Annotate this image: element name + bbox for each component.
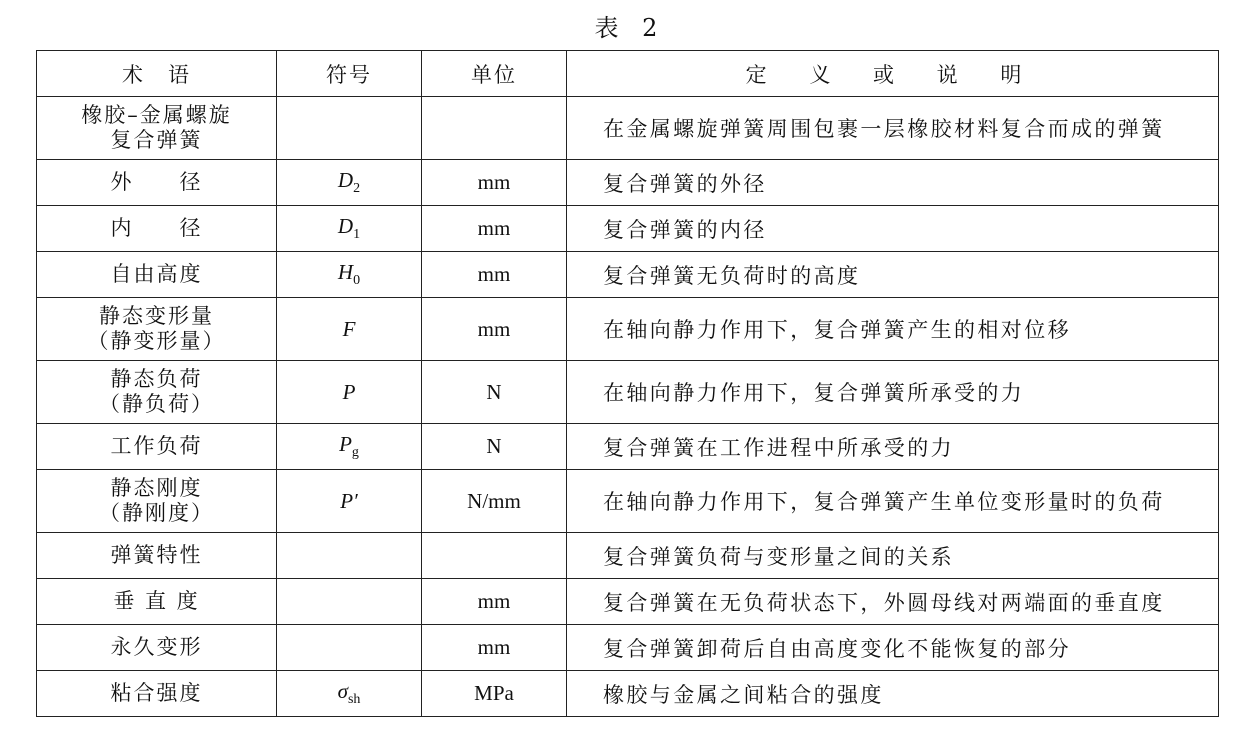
symbol-cell: [277, 424, 422, 470]
term-cell: 垂 直 度: [37, 579, 277, 625]
symbol-subscript: 1: [353, 227, 361, 243]
symbol-subscript: 0: [353, 273, 361, 289]
symbol-cell: [277, 625, 422, 671]
unit-cell: mm: [422, 579, 567, 625]
term-line-2: （静负荷）: [99, 392, 214, 416]
definition-cell: 复合弹簧卸荷后自由高度变化不能恢复的部分: [567, 625, 1219, 671]
table-row: [37, 533, 1219, 579]
symbol-cell: [277, 206, 422, 252]
symbol-subscript: g: [351, 445, 359, 461]
term-cell: 外 径: [37, 160, 277, 206]
term-line-1: 静态变形量: [99, 304, 214, 328]
symbol-main: H: [337, 259, 354, 284]
term-cell: 工作负荷: [37, 424, 277, 470]
terms-table: [36, 50, 1219, 717]
table-caption: 表 2: [594, 14, 666, 42]
symbol-main: D: [337, 167, 354, 192]
unit-cell: N: [422, 361, 567, 424]
term-cell: 弹簧特性: [37, 533, 277, 579]
table-row: [37, 671, 1219, 717]
symbol-cell: [277, 252, 422, 298]
term-cell: 自由高度: [37, 252, 277, 298]
unit-cell: mm: [422, 206, 567, 252]
term-cell: 内 径: [37, 206, 277, 252]
table-row: [37, 470, 1219, 533]
symbol-cell: F: [277, 298, 422, 361]
term-line-1: 橡胶–金属螺旋: [81, 103, 232, 127]
unit-cell: [422, 97, 567, 160]
term-line-1: 静态刚度: [110, 476, 203, 500]
definition-cell: 在轴向静力作用下，复合弹簧产生单位变形量时的负荷: [567, 470, 1219, 533]
symbol-cell: [277, 671, 422, 717]
unit-cell: [422, 533, 567, 579]
table-row: [37, 424, 1219, 470]
term-cell: 永久变形: [37, 625, 277, 671]
term-line-1: 静态负荷: [110, 367, 203, 391]
term-cell: 粘合强度: [37, 671, 277, 717]
header-symbol: 符号: [277, 51, 422, 97]
table-row: [37, 361, 1219, 424]
header-unit: 单位: [422, 51, 567, 97]
definition-cell: 在轴向静力作用下，复合弹簧所承受的力: [567, 361, 1219, 424]
unit-cell: mm: [422, 252, 567, 298]
symbol-cell: [277, 579, 422, 625]
unit-cell: MPa: [422, 671, 567, 717]
definition-cell: 在金属螺旋弹簧周围包裹一层橡胶材料复合而成的弹簧: [567, 97, 1219, 160]
table-row: [37, 579, 1219, 625]
symbol-subscript: sh: [347, 692, 361, 708]
table-row: [37, 160, 1219, 206]
definition-cell: 复合弹簧负荷与变形量之间的关系: [567, 533, 1219, 579]
term-cell: [37, 470, 277, 533]
definition-cell: 复合弹簧在工作进程中所承受的力: [567, 424, 1219, 470]
definition-cell: 橡胶与金属之间粘合的强度: [567, 671, 1219, 717]
table-row: [37, 252, 1219, 298]
symbol-main: σ: [337, 678, 348, 703]
definition-cell: 复合弹簧的外径: [567, 160, 1219, 206]
table-row: [37, 97, 1219, 160]
term-line-2: 复合弹簧: [110, 128, 203, 152]
symbol-cell: P: [277, 361, 422, 424]
unit-cell: N: [422, 424, 567, 470]
term-line-2: （静刚度）: [99, 501, 214, 525]
term-cell: [37, 298, 277, 361]
definition-cell: 复合弹簧在无负荷状态下，外圆母线对两端面的垂直度: [567, 579, 1219, 625]
symbol-cell: [277, 160, 422, 206]
symbol-subscript: 2: [353, 181, 361, 197]
term-cell: [37, 361, 277, 424]
unit-cell: N/mm: [422, 470, 567, 533]
definition-cell: 在轴向静力作用下，复合弹簧产生的相对位移: [567, 298, 1219, 361]
header-term: 术 语: [37, 51, 277, 97]
unit-cell: mm: [422, 160, 567, 206]
unit-cell: mm: [422, 625, 567, 671]
symbol-main: D: [337, 213, 354, 238]
header-definition: 定 义 或 说 明: [567, 51, 1219, 97]
term-line-2: （静变形量）: [87, 329, 226, 353]
table-row: [37, 298, 1219, 361]
term-cell: [37, 97, 277, 160]
table-row: [37, 625, 1219, 671]
symbol-cell: [277, 533, 422, 579]
symbol-main: P: [339, 431, 352, 456]
table-row: [37, 206, 1219, 252]
definition-cell: 复合弹簧无负荷时的高度: [567, 252, 1219, 298]
unit-cell: mm: [422, 298, 567, 361]
header-row: [37, 51, 1219, 97]
definition-cell: 复合弹簧的内径: [567, 206, 1219, 252]
symbol-cell: [277, 97, 422, 160]
symbol-cell: P′: [277, 470, 422, 533]
